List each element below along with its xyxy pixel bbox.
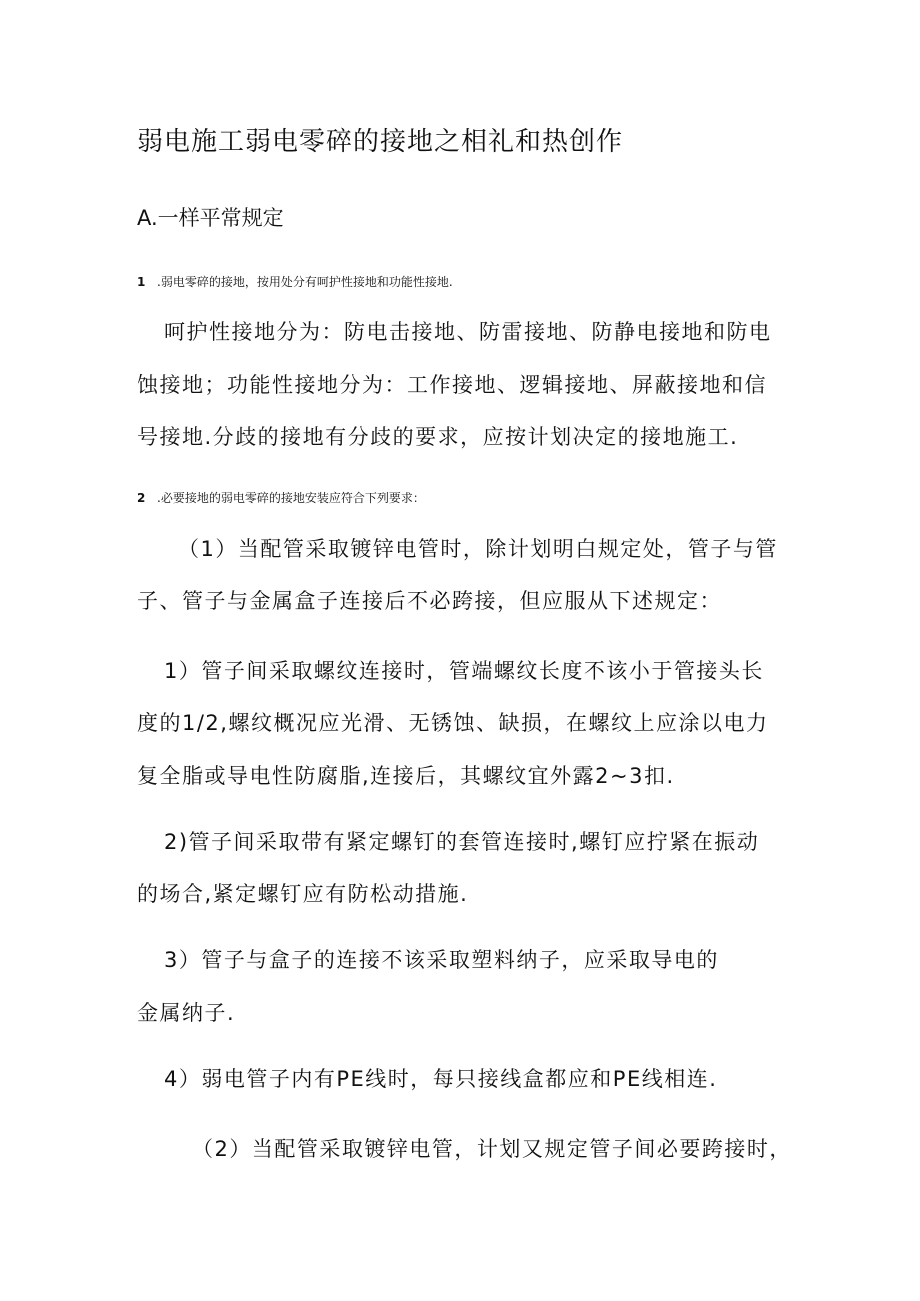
paragraph-line: 2)管子间采取带有紧定螺钉的套管连接时,螺钉应拧紧在振动 [164, 830, 760, 854]
paragraph-line: 度的1/2,螺纹概况应光滑、无锈蚀、缺损，在螺纹上应涂以电力 [137, 711, 769, 735]
paragraph-line: （1）当配管采取镀锌电管时，除计划明白规定处，管子与管 [178, 537, 778, 561]
list-item-text: .必要接地的弱电零碎的接地安装应符合下列要求： [157, 491, 425, 505]
paragraph-line: 子、管子与金属盒子连接后不必跨接，但应服从下述规定： [137, 589, 722, 613]
paragraph-line: 号接地.分歧的接地有分歧的要求，应按计划决定的接地施工. [137, 425, 739, 449]
paragraph-line: 复全脂或导电性防腐脂,连接后，其螺纹宜外露2~3扣. [137, 764, 675, 788]
paragraph-line: 4）弱电管子内有PE线时，每只接线盒都应和PE线相连. [164, 1067, 718, 1091]
section-heading-a: A.一样平常规定 [137, 206, 284, 230]
document-title: 弱电施工弱电零碎的接地之相礼和热创作 [137, 127, 624, 157]
paragraph-line: 3）管子与盒子的连接不该采取塑料纳子，应采取导电的 [164, 948, 719, 972]
paragraph-line: 呵护性接地分为：防电击接地、防雷接地、防静电接地和防电 [164, 320, 772, 344]
paragraph-line: 的场合,紧定螺钉应有防松动措施. [137, 882, 469, 906]
list-item-number: 1 [137, 275, 146, 289]
list-item-number: 2 [137, 491, 146, 505]
paragraph-line: 1）管子间采取螺纹连接时，管端螺纹长度不该小于管接头长 [164, 659, 764, 683]
paragraph-line: 金属纳子. [137, 1001, 236, 1025]
paragraph-line: （2）当配管采取镀锌电管，计划又规定管子间必要跨接时， [192, 1137, 792, 1161]
list-item-1 [137, 273, 453, 290]
list-item-2 [137, 489, 425, 506]
list-item-text: .弱电零碎的接地，按用处分有呵护性接地和功能性接地. [157, 275, 453, 289]
paragraph-line: 蚀接地；功能性接地分为：工作接地、逻辑接地、屏蔽接地和信 [137, 373, 767, 397]
